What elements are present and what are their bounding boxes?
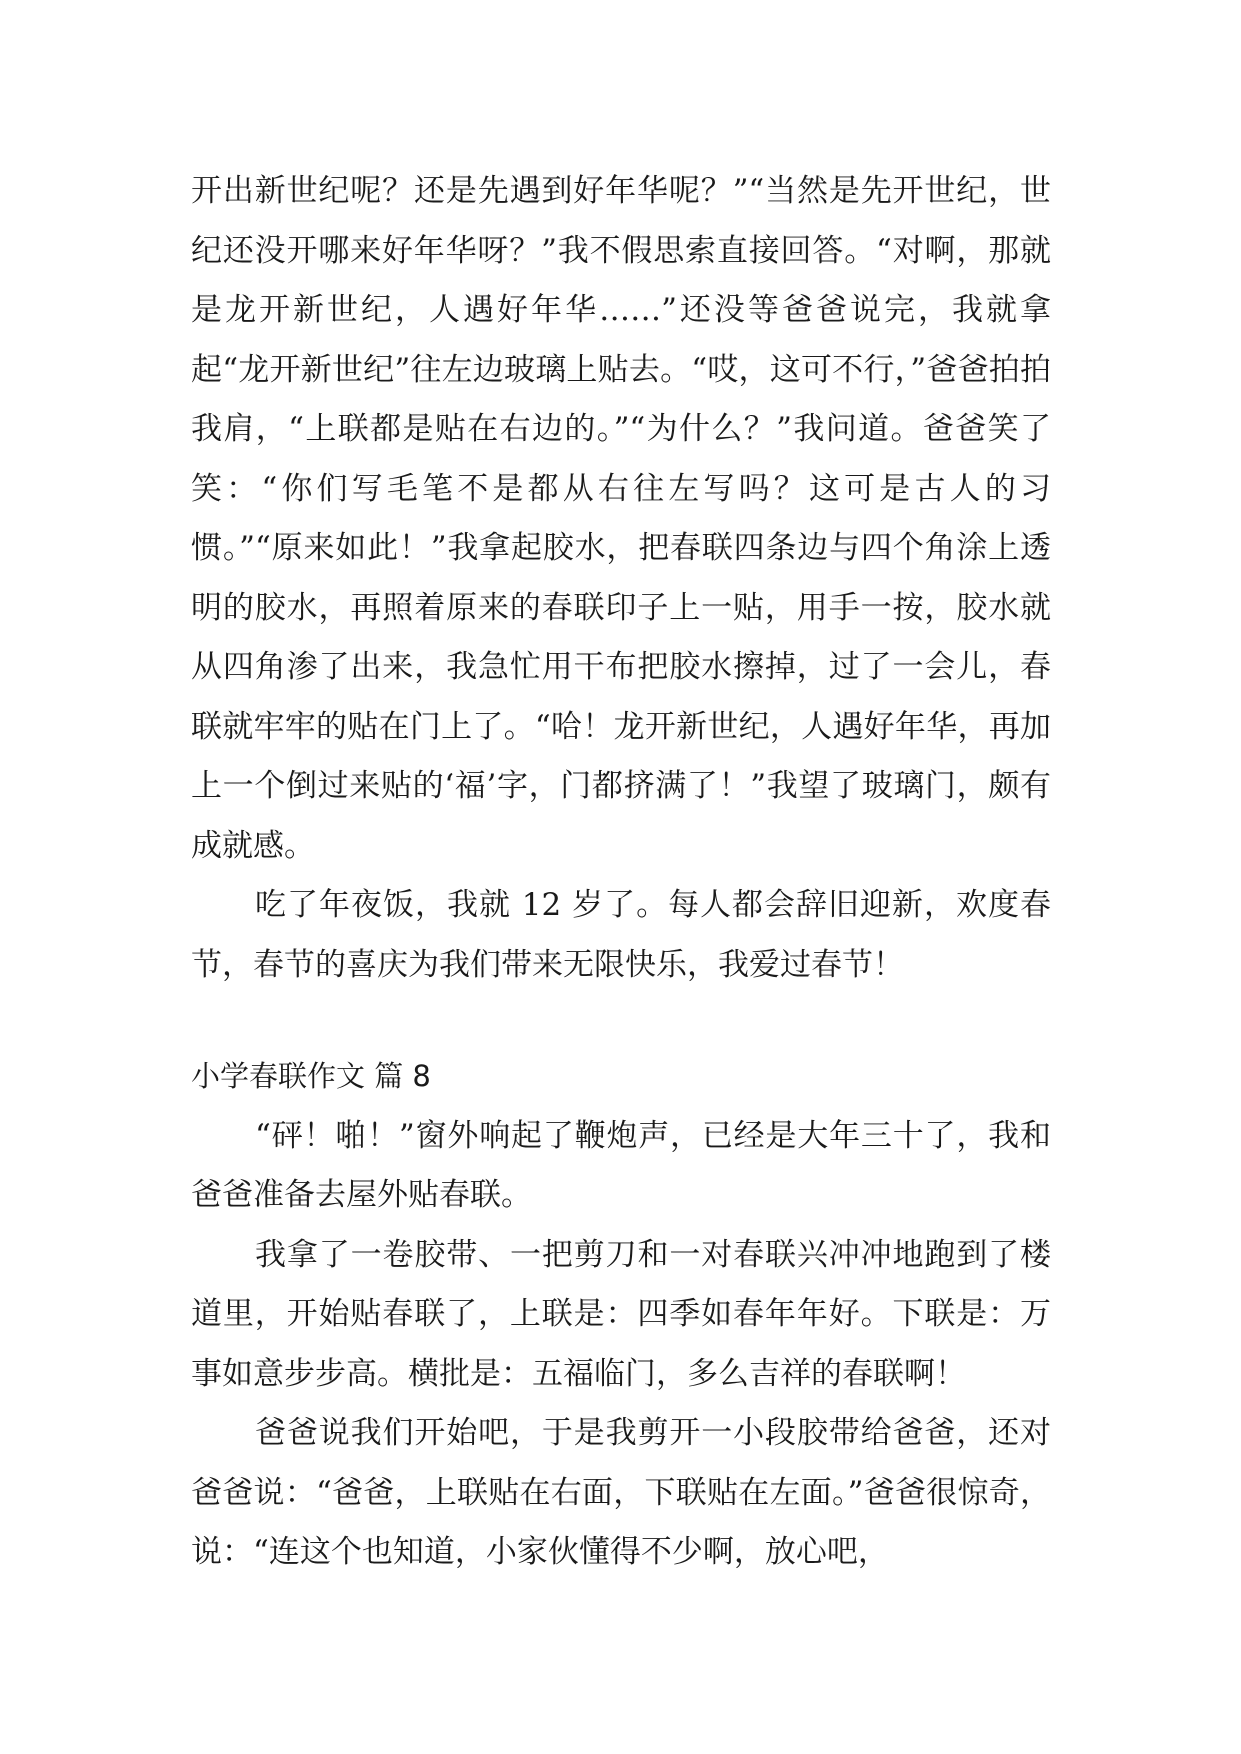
paragraph-couplet-content: 我拿了一卷胶带、一把剪刀和一对春联兴冲冲地跑到了楼道里，开始贴春联了，上联是：四季如春年年好。下联是：万事如意步步高。横批是：五福临门，多么吉祥的春联啊！ (191, 1236, 1051, 1392)
section-title: 小学春联作文 篇 8 (191, 1059, 431, 1093)
section-spacer (191, 995, 1051, 1047)
paragraph-firecrackers: “砰！啪！”窗外响起了鞭炮声，已经是大年三十了，我和爸爸准备去屋外贴春联。 (191, 1117, 1051, 1213)
paragraph-dad-conversation: 爸爸说我们开始吧，于是我剪开一小段胶带给爸爸，还对爸爸说：“爸爸，上联贴在右面，下联贴在左面。”爸爸很惊奇，说：“连这个也知道，小家伙懂得不少啊，放心吧， (191, 1415, 1051, 1570)
paragraph-story-continuation: 开出新世纪呢？还是先遇到好年华呢？”“当然是先开世纪，世纪还没开哪来好年华呀？”我不假思索直接回答。“对啊，那就是龙开新世纪，人遇好年华……”还没等爸爸说完，我就拿起“龙开新世纪”往左边玻璃上贴去。“哎，这可不行，”爸爸拍拍我肩，“上联都是贴在右边的。”“为什么？”我问道。爸爸笑了笑：“你们写毛笔不是都从右往左写吗？这可是古人的习惯。”“原来如此！”我拿起胶水，把春联四条边与四个角涂上透明的胶水，再照着原来的春联印子上一贴，用手一按，胶水就从四角渗了出来，我急忙用干布把胶水擦掉，过了一会儿，春联就牢牢的贴在门上了。“哈！龙开新世纪，人遇好年华，再加上一个倒过来贴的‘福’字，门都挤满了！”我望了玻璃门，颇有成就感。 (191, 173, 1051, 864)
document-body (191, 162, 1051, 1583)
paragraph-new-year-eve: 吃了年夜饭，我就 12 岁了。每人都会辞旧迎新，欢度春节，春节的喜庆为我们带来无限快乐，我爱过春节！ (191, 887, 1051, 983)
